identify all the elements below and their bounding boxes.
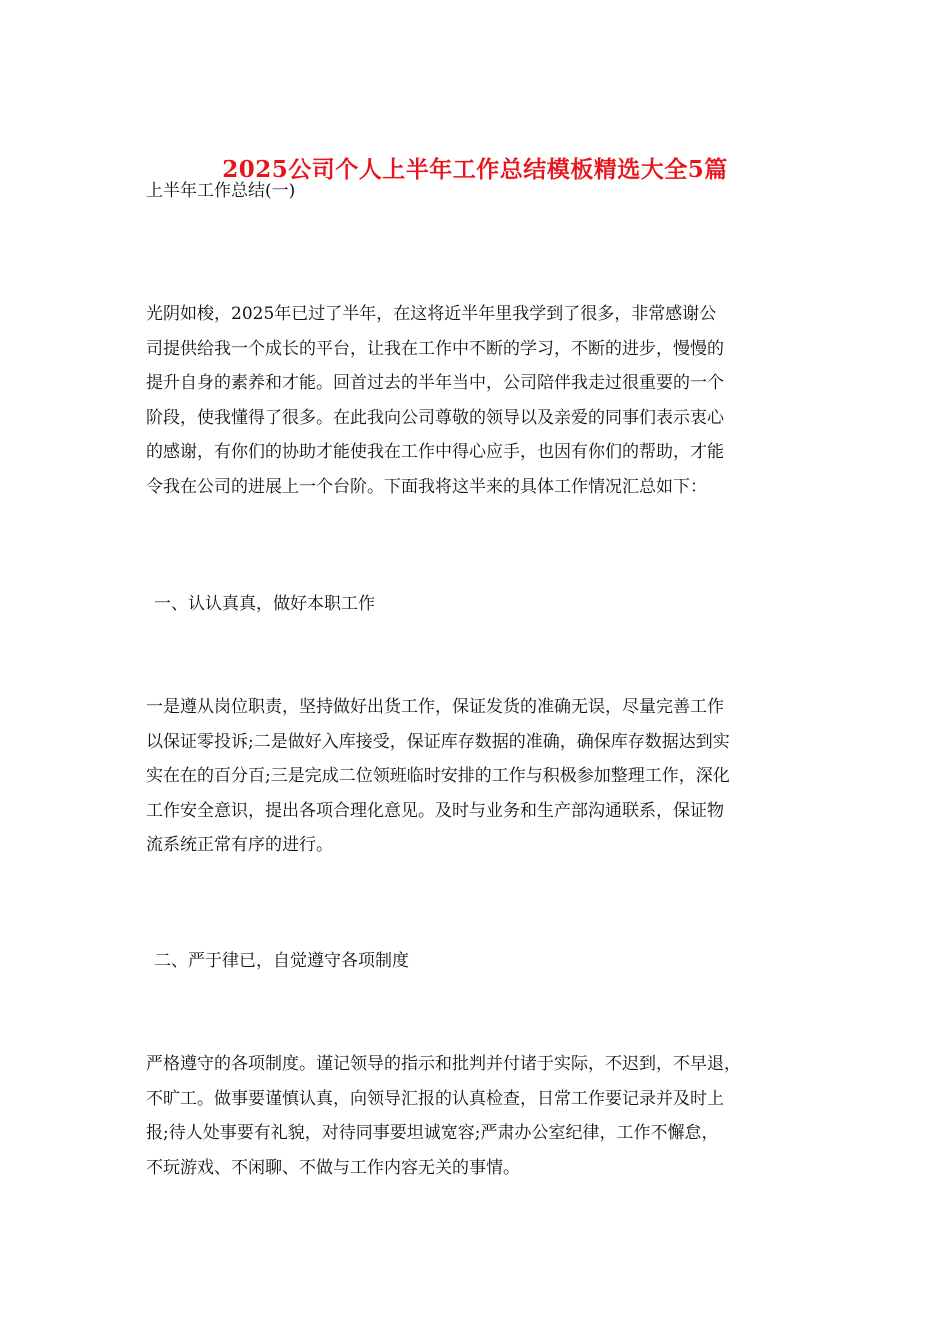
paragraph-line: 以保证零投诉;二是做好入库接受，保证库存数据的准确，确保库存数据达到实 bbox=[146, 731, 730, 752]
paragraph-line: 光阴如梭，2025年已过了半年，在这将近半年里我学到了很多，非常感谢公 bbox=[146, 304, 717, 324]
document-subtitle: 上半年工作总结(一) bbox=[146, 181, 296, 201]
section-heading-2: 二、严于律已，自觉遵守各项制度 bbox=[154, 951, 409, 971]
paragraph-line: 提升自身的素养和才能。回首过去的半年当中，公司陪伴我走过很重要的一个 bbox=[146, 373, 724, 393]
paragraph-line: 不玩游戏、不闲聊、不做与工作内容无关的事情。 bbox=[146, 1157, 520, 1178]
intro-paragraph bbox=[146, 297, 846, 504]
section-heading-1: 一、认认真真，做好本职工作 bbox=[154, 594, 375, 614]
section-2-paragraph bbox=[146, 1047, 846, 1185]
paragraph-line: 流系统正常有序的进行。 bbox=[146, 835, 333, 855]
paragraph-line: 阶段，使我懂得了很多。在此我向公司尊敬的领导以及亲爱的同事们表示衷心 bbox=[146, 407, 724, 428]
paragraph-line: 严格遵守的各项制度。谨记领导的指示和批判并付诸于实际，不迟到，不早退， bbox=[146, 1054, 741, 1074]
paragraph-line: 不旷工。做事要谨慎认真，向领导汇报的认真检查，日常工作要记录并及时上 bbox=[146, 1088, 724, 1109]
paragraph-line: 实在在的百分百;三是完成二位领班临时安排的工作与积极参加整理工作，深化 bbox=[146, 766, 730, 786]
paragraph-line: 令我在公司的进展上一个台阶。下面我将这半来的具体工作情况汇总如下： bbox=[146, 476, 707, 497]
paragraph-line: 一是遵从岗位职责，坚持做好出货工作，保证发货的准确无误，尽量完善工作 bbox=[146, 697, 724, 717]
section-1-paragraph bbox=[146, 690, 846, 863]
paragraph-line: 工作安全意识，提出各项合理化意见。及时与业务和生产部沟通联系，保证物 bbox=[146, 800, 724, 821]
paragraph-line: 报;待人处事要有礼貌，对待同事要坦诚宽容;严肃办公室纪律，工作不懈怠， bbox=[146, 1123, 719, 1143]
document-title: 2025公司个人上半年工作总结模板精选大全5篇 bbox=[222, 156, 728, 183]
paragraph-line: 的感谢，有你们的协助才能使我在工作中得心应手，也因有你们的帮助，才能 bbox=[146, 442, 724, 462]
paragraph-line: 司提供给我一个成长的平台，让我在工作中不断的学习，不断的进步，慢慢的 bbox=[146, 338, 724, 359]
